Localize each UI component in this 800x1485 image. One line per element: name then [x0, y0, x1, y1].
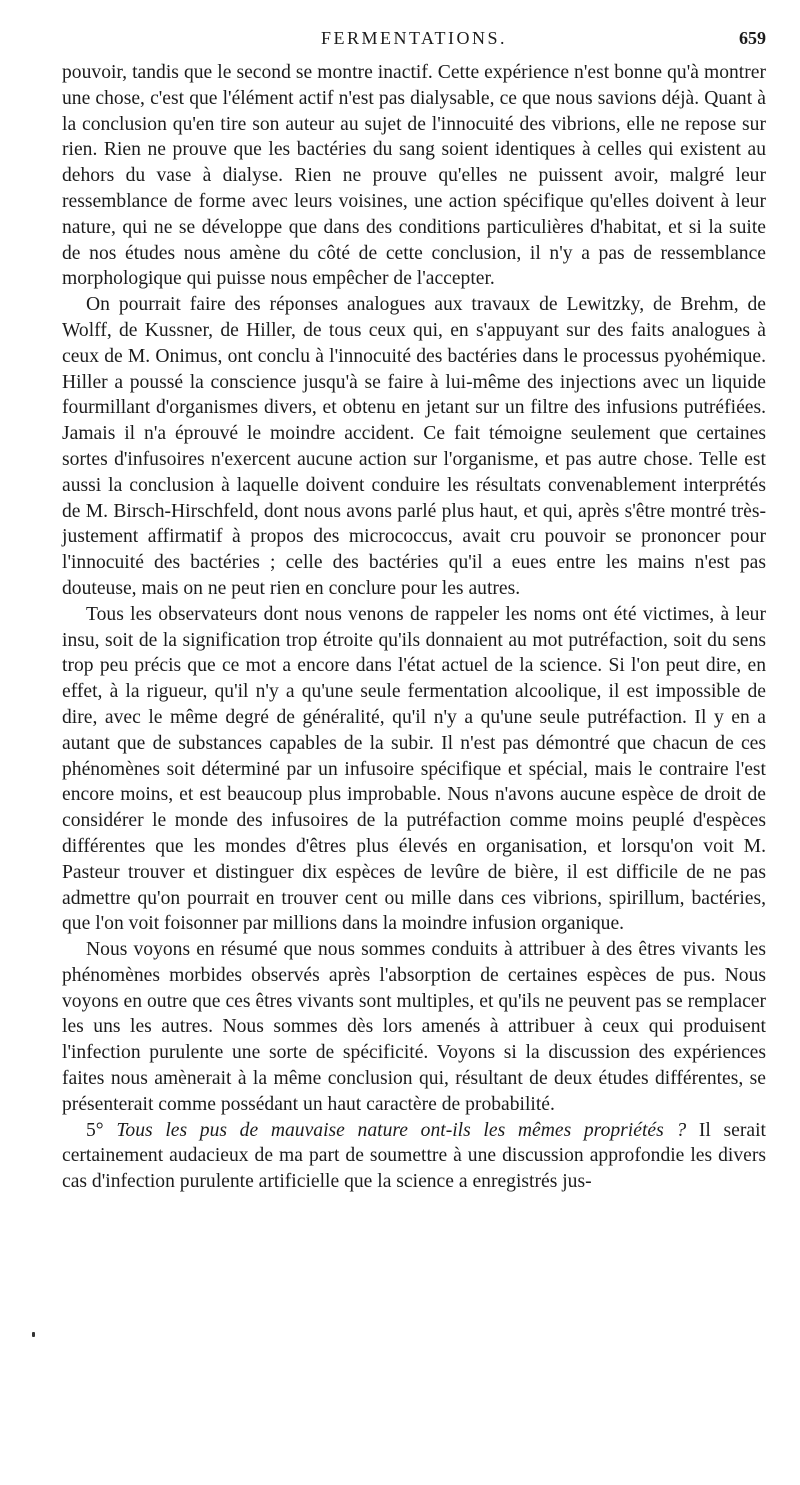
page-number: 659 [739, 28, 766, 48]
ink-speck [32, 1332, 35, 1337]
paragraph-4: Nous voyons en résumé que nous sommes conduits à attribuer à des êtres vivants les phénomènes morbides observés après l'absorption de certaines espèces de pus. Nous voyons en outre que ces êtres vivants sont multiples, et qu'ils ne peuvent pas se remplacer les uns les autres. Nous sommes dès lors amenés à attribuer à ceux qui produisent l'infection purulente une sorte de spécificité. Voyons si la discussion des expériences faites nous amènerait à la même conclusion qui, résultant de deux études différentes, se présenterait comme possédant un haut caractère de probabilité. [62, 939, 766, 1115]
paragraph-5 [62, 1118, 766, 1195]
paragraph-5-text: Il serait certainement audacieux de ma part de soumettre à une discussion approfondie les divers cas d'infection purulente artificielle que la science a enregistrés jus- [62, 1119, 766, 1193]
section-number: 5° [86, 1119, 104, 1141]
paragraph-1: pouvoir, tandis que le second se montre inactif. Cette expérience n'est bonne qu'à montrer une chose, c'est que l'élément actif n'est pas dialysable, ce que nous savions déjà. Quant à la conclusion qu'en tire son auteur au sujet de l'innocuité des vibrions, elle ne repose sur rien. Rien ne prouve que les bactéries du sang soient identiques à celles qui existent au dehors du vase à dialyse. Rien ne prouve qu'elles ne puissent avoir, malgré leur ressemblance de forme avec leurs voisines, une action spécifique qu'elles doivent à leur nature, qui ne se développe que dans des conditions particulières d'habitat, et si la suite de nos études nous amène du côté de cette conclusion, il n'y a pas de ressemblance morphologique qui puisse nous empêcher de l'accepter. [62, 62, 766, 290]
body-text [62, 60, 766, 1195]
page-header [62, 28, 766, 52]
running-title: FERMENTATIONS. [320, 28, 508, 48]
paragraph-2: On pourrait faire des réponses analogues aux travaux de Lewitzky, de Brehm, de Wolff, de Kussner, de Hiller, de tous ceux qui, en s'appuyant sur des faits analogues à ceux de M. Onimus, ont conclu à l'innocuité des bactéries dans le processus pyohémique. Hiller a poussé la conscience jusqu'à se faire à lui-même des injections avec un liquide fourmillant d'organismes divers, et obtenu en jetant sur un filtre des infusions putréfiées. Jamais il n'a éprouvé le moindre accident. Ce fait témoigne seulement que certaines sortes d'infusoires n'exercent aucune action sur l'organisme, et pas autre chose. Telle est aussi la conclusion à laquelle doivent conduire les résultats convenablement interprétés de M. Birsch-Hirschfeld, dont nous avons parlé plus haut, et qui, après s'être montré très-justement affirmatif à propos des micrococcus, avait cru pouvoir se prononcer pour l'innocuité des bactéries ; celle des bactéries qu'il a eues entre les mains n'est pas douteuse, mais on ne peut rien en conclure pour les autres. [62, 294, 766, 599]
section-question: Tous les pus de mauvaise nature ont-ils les mêmes propriétés ? [116, 1119, 687, 1141]
paragraph-3: Tous les observateurs dont nous venons de rappeler les noms ont été victimes, à leur insu, soit de la signification trop étroite qu'ils donnaient au mot putréfaction, soit du sens trop peu précis que ce mot a encore dans l'état actuel de la science. Si l'on peut dire, en effet, à la rigueur, qu'il n'y a qu'une seule fermentation alcoolique, il est impossible de dire, avec le même degré de généralité, qu'il n'y a qu'une seule putréfaction. Il y en a autant que de substances capables de la subir. Il n'est pas démontré que chacun de ces phénomènes soit déterminé par un infusoire spécifique et spécial, mais le contraire l'est encore moins, et est beaucoup plus improbable. Nous n'avons aucune espèce de droit de considérer le monde des infusoires de la putréfaction comme moins peuplé d'espèces différentes que les mondes d'êtres plus élevés en organisation, et lorsqu'on voit M. Pasteur trouver et distinguer dix espèces de levûre de bière, il est difficile de ne pas admettre qu'on pourrait en trouver cent ou mille dans ces vibrions, spirillum, bactéries, que l'on voit foisonner par millions dans la moindre infusion organique. [62, 603, 766, 935]
